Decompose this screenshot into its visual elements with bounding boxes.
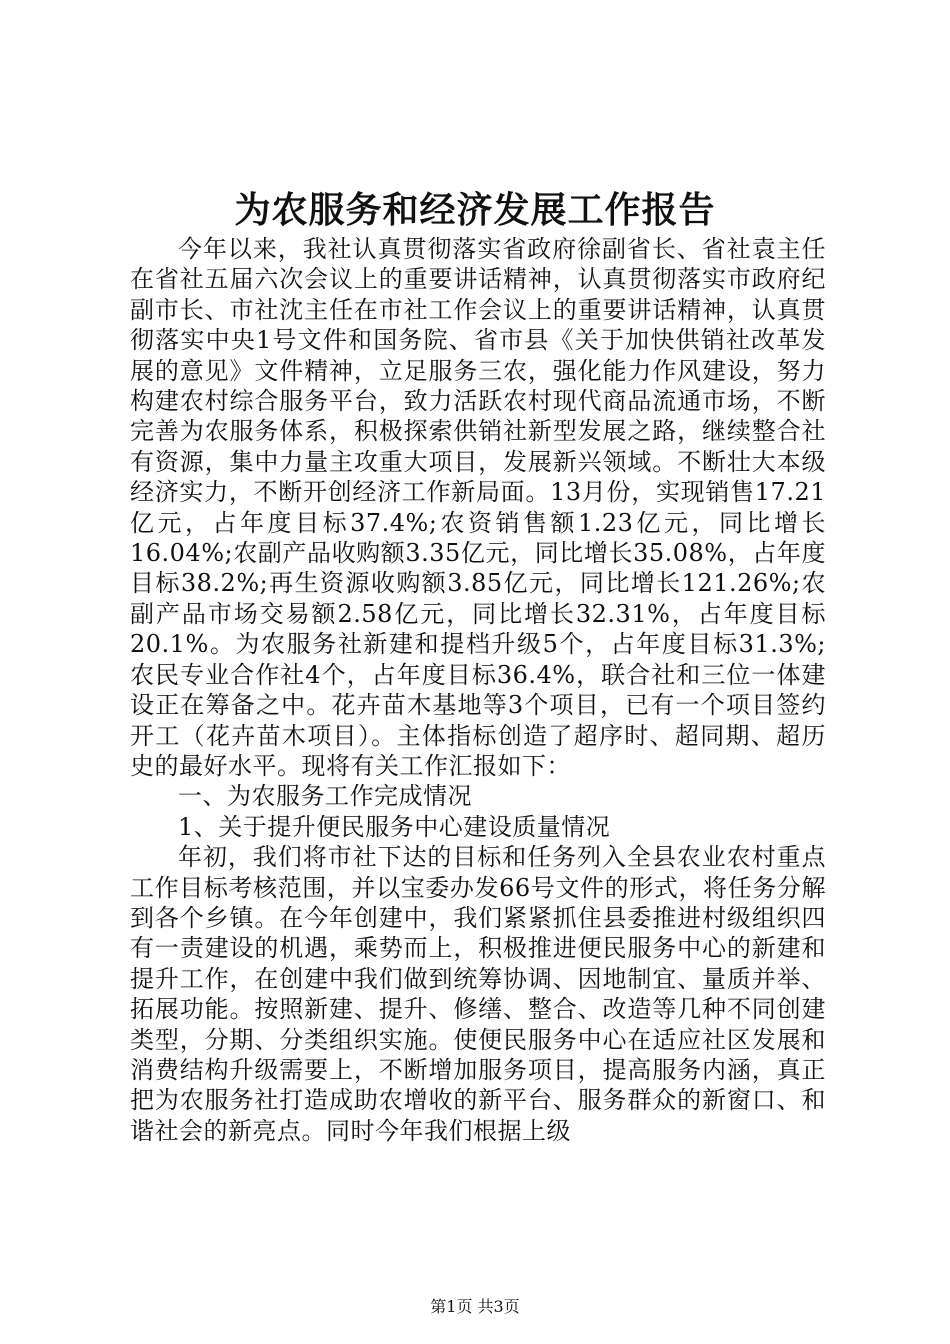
page-footer: 第1页 共3页	[430, 1297, 520, 1316]
section-heading: 一、为农服务工作完成情况	[178, 782, 472, 811]
document-title: 为农服务和经济发展工作报告	[234, 189, 716, 231]
subsection-heading: 1、关于提升便民服务中心建设质量情况	[178, 812, 611, 841]
intro-paragraph: 今年以来，我社认真贯彻落实省政府徐副省长、省社袁主任在省社五届六次会议上的重要讲话精神，认真贯彻落实市政府纪副市长、市社沈主任在市社工作会议上的重要讲话精神，认真贯彻落实中央1号文件和国务院、省市县《关于加快供销社改革发展的意见》文件精神，立足服务三农，强化能力作风建设，努力构建农村综合服务平台，致力活跃农村现代商品流通市场，不断完善为农服务体系，积极探索供销社新型发展之路，继续整合社有资源，集中力量主攻重大项目，发展新兴领域。不断壮大本级经济实力，不断开创经济工作新局面。13月份，实现销售17.21亿元，占年度目标37.4%;农资销售额1.23亿元，同比增长16.04%;农副产品收购额3.35亿元，同比增长35.08%，占年度目标38.2%;再生资源收购额3.85亿元，同比增长121.26%;农副产品市场交易额2.58亿元，同比增长32.31%，占年度目标20.1%。为农服务社新建和提档升级5个，占年度目标31.3%;农民专业合作社4个，占年度目标36.4%，联合社和三位一体建设正在筹备之中。花卉苗木基地等3个项目，已有一个项目签约开工（花卉苗木项目）。主体指标创造了超序时、超同期、超历史的最好水平。现将有关工作汇报如下：	[130, 235, 826, 780]
document-body	[130, 234, 826, 1146]
body-paragraph: 年初，我们将市社下达的目标和任务列入全县农业农村重点工作目标考核范围，并以宝委办发66号文件的形式，将任务分解到各个乡镇。在今年创建中，我们紧紧抓住县委推进村级组织四有一责建设的机遇，乘势而上，积极推进便民服务中心的新建和提升工作，在创建中我们做到统筹协调、因地制宜、量质并举、拓展功能。按照新建、提升、修缮、整合、改造等几种不同创建类型，分期、分类组织实施。使便民服务中心在适应社区发展和消费结构升级需要上，不断增加服务项目，提高服务内涵，真正把为农服务社打造成助农增收的新平台、服务群众的新窗口、和谐社会的新亮点。同时今年我们根据上级	[130, 843, 826, 1145]
